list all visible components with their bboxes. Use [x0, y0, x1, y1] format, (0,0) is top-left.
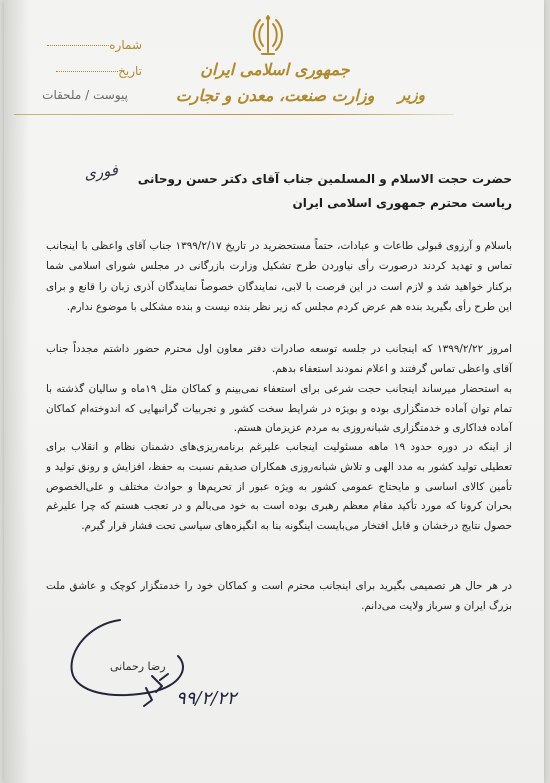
letter-paragraph-5: در هر حال هر تصمیمی بگیرید برای اینجانب محترم است و کماکان خود را خدمتگزار کوچک و عاشق ملت بزرگ ایران و سرباز ولایت می‌دانم.	[46, 580, 512, 612]
signatory-name: رضا رحمانی	[110, 660, 166, 673]
letter-paragraph-2: امروز ۱۳۹۹/۲/۲۲ که اینجانب در جلسه توسعه صادرات دفتر معاون اول محترم حضور داشتم مجدداً جناب آقای واعظی تماس گرفتند و اعلام نمودند استعفاء بدهم.	[46, 343, 513, 375]
letterhead-divider	[14, 114, 454, 115]
letter-date-field	[32, 64, 142, 78]
urgent-handwritten-note: فوری	[82, 160, 119, 184]
letter-attachment-field	[18, 88, 128, 102]
letter-number-dots	[47, 45, 109, 46]
letter-paragraph-4: از اینکه در دوره حدود ۱۹ ماهه مسئولیت اینجانب علیرغم برنامه‌ریزی‌های دشمنان نظام و انقلاب برای تعطیلی تولید کشور به مدد الهی و تلاش شبانه‌روزی همکاران صدیقم نسبت به حفظ، افزایش و رونق تولید و تأمین کالای اساسی و مایحتاج عمومی کشور به ویژه عبور از تحریم‌ها و حوادث مختلف و علی‌الخصوص بحران کرونا که مورد تأکید مقام معظم رهبری بوده است به خود می‌بالم و در تعجب هستم که چرا علیرغم حصول نتایج درخشان و قابل افتخار می‌بایست اینگونه بنا به انگیزه‌های سیاسی تحت فشار قرار گیرم.	[46, 441, 513, 533]
letter-number-label: شماره	[109, 38, 142, 52]
letter-paragraph-3: به استحضار میرساند اینجانب حجت شرعی برای استعفاء نمی‌بینم و کماکان مثل ۱۹ماه و سالیان گذشته با تمام توان آماده خدمتگزاری بوده و بویژه در شرایط سخت کشور و تجربیات گرانبهایی که اندوخته‌ام کماکان آماده فداکاری و خدمتگزاری شبانه‌روزی به مردم عزیزمان هستم.	[46, 383, 512, 435]
page-shadow	[4, 0, 30, 783]
letter-paragraph-1: باسلام و آرزوی قبولی طاعات و عبادات، حتماً مستحضرید در تاریخ ۱۳۹۹/۲/۱۷ جناب آقای واعظی با اینجانب تماس و تهدید کردند درصورت رأی نیاوردن طرح تشکیل وزارت بازرگانی در مجلس شورای اسلامی شما برکنار خواهید شد و لازم است در این فرصت با لابی، نمایندگان خصوصاً نمایندگان آذری زبان را قانع و برای این طرح رأی بگیرید بنده هم عرض کردم مجلس که زیر نظر بنده نیست و بنده مشکلی با موضوع ندارم.	[46, 240, 513, 314]
addressee-line-2: ریاست محترم جمهوری اسلامی ایران	[292, 196, 512, 210]
letter-date-label: تاریخ	[118, 64, 142, 78]
letterhead-ministry: وزارت صنعت، معدن و تجارت	[175, 86, 375, 105]
letter-number-field	[32, 38, 142, 52]
letterhead-office: وزیر	[398, 86, 425, 104]
letterhead-country: جمهوری اسلامی ایران	[200, 60, 350, 79]
handwritten-date: ۹۹/۲/۲۲	[176, 688, 237, 709]
addressee-line-1: حضرت حجت الاسلام و المسلمین جناب آقای دکتر حسن روحانی	[137, 172, 512, 186]
letter-attachment-label: پیوست / ملحقات	[42, 88, 128, 102]
iran-emblem-icon	[246, 12, 290, 58]
letter-date-dots	[56, 71, 118, 72]
